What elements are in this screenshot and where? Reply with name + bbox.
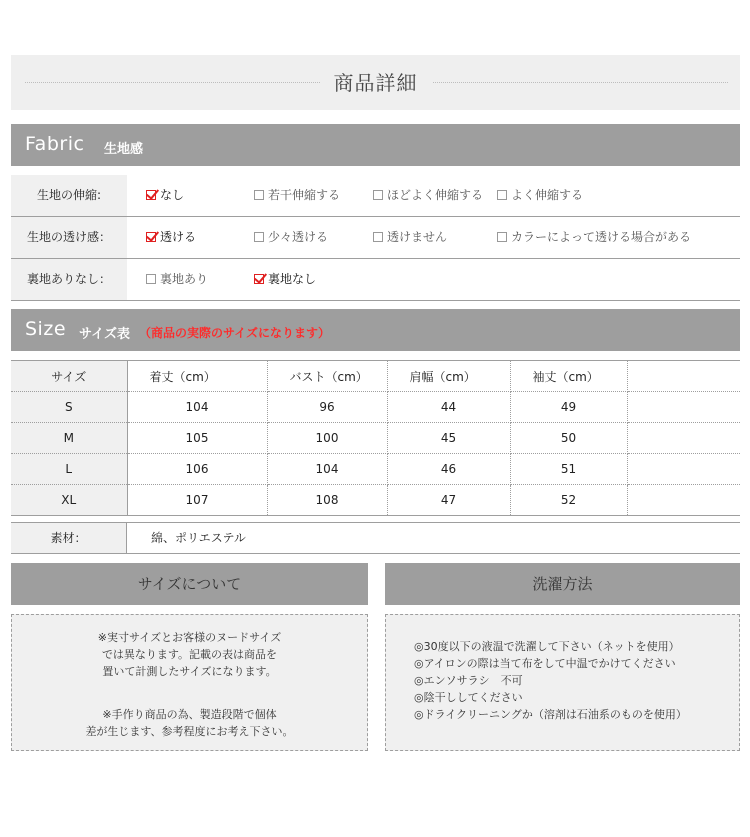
washing-line: ◎アイロンの際は当て布をして中温でかけてください — [414, 657, 676, 670]
table-cell-size: M — [11, 423, 127, 454]
table-row — [11, 454, 740, 485]
table-cell — [627, 423, 740, 454]
washing-line: ◎陰干ししてください — [414, 691, 523, 704]
table-cell: 45 — [387, 423, 510, 454]
table-cell: 50 — [510, 423, 627, 454]
title-band — [11, 55, 740, 110]
option-sheer-no: 透けません — [373, 217, 447, 258]
size-heading-en: Size — [25, 318, 67, 340]
table-cell: 52 — [510, 485, 627, 516]
checked-checkbox-icon — [146, 190, 156, 200]
option-lining-yes: 裏地あり — [146, 259, 208, 300]
table-row — [11, 423, 740, 454]
checkbox-icon — [254, 232, 264, 242]
about-size-line: ※実寸サイズとお客様のヌードサイズ — [97, 631, 282, 644]
checkbox-icon — [373, 232, 383, 242]
table-cell: 105 — [127, 423, 267, 454]
about-size-line: ※手作り商品の為、製造段階で個体 — [102, 708, 277, 721]
option-stretch-slight: 若干伸縮する — [254, 175, 340, 216]
about-size-line: では異なります。記載の表は商品を — [101, 648, 278, 661]
option-stretch-none: なし — [146, 175, 184, 216]
table-header-row — [11, 361, 740, 392]
material-label: 素材： — [11, 523, 127, 553]
table-header-cell: 袖丈（cm） — [510, 361, 627, 392]
table-cell — [627, 392, 740, 423]
size-heading-note: （商品の実際のサイズになります） — [139, 326, 331, 340]
table-header-cell: サイズ — [11, 361, 127, 392]
table-cell-size: XL — [11, 485, 127, 516]
option-sheer-color: カラーによって透ける場合がある — [497, 217, 691, 258]
fabric-heading-en: Fabric — [25, 133, 85, 155]
table-header-cell: バスト（cm） — [267, 361, 387, 392]
table-cell-size: L — [11, 454, 127, 485]
table-row — [11, 392, 740, 423]
washing-body — [385, 614, 740, 751]
table-header-cell: 着丈（cm） — [127, 361, 267, 392]
size-table — [11, 360, 740, 516]
fabric-row-label: 生地の伸縮: — [11, 175, 127, 216]
table-cell: 108 — [267, 485, 387, 516]
page-title: 商品詳細 — [333, 71, 418, 95]
about-size-header: サイズについて — [11, 563, 368, 605]
fabric-row-stretch — [11, 175, 740, 217]
table-cell: 100 — [267, 423, 387, 454]
checked-checkbox-icon — [254, 274, 264, 284]
size-heading-jp: サイズ表 — [79, 327, 130, 342]
table-cell: 49 — [510, 392, 627, 423]
washing-line: ◎30度以下の液温で洗濯して下さい（ネットを使用） — [414, 640, 680, 653]
table-header-cell: 肩幅（cm） — [387, 361, 510, 392]
table-cell — [627, 454, 740, 485]
table-cell: 46 — [387, 454, 510, 485]
table-header-cell — [627, 361, 740, 392]
size-section-header — [11, 309, 740, 351]
option-stretch-high: よく伸縮する — [497, 175, 583, 216]
washing-line: ◎エンソサラシ 不可 — [414, 674, 523, 687]
fabric-heading-jp: 生地感 — [104, 142, 144, 157]
table-cell: 107 — [127, 485, 267, 516]
table-cell: 104 — [267, 454, 387, 485]
table-cell-size: S — [11, 392, 127, 423]
about-size-line: 差が生じます、参考程度にお考え下さい。 — [85, 725, 294, 738]
table-row — [11, 485, 740, 516]
washing-line: ◎ドライクリーニングか（溶剤は石油系のものを使用） — [414, 708, 687, 721]
fabric-row-label: 生地の透け感： — [11, 217, 127, 258]
fabric-row-label: 裏地ありなし： — [11, 259, 127, 300]
option-sheer-yes: 透ける — [146, 217, 196, 258]
title-rule-right — [433, 82, 728, 83]
option-sheer-slight: 少々透ける — [254, 217, 328, 258]
fabric-section-header — [11, 124, 740, 166]
checked-checkbox-icon — [146, 232, 156, 242]
washing-header: 洗濯方法 — [385, 563, 740, 605]
table-cell: 44 — [387, 392, 510, 423]
fabric-row-lining — [11, 259, 740, 301]
table-cell: 106 — [127, 454, 267, 485]
table-cell: 51 — [510, 454, 627, 485]
table-cell: 47 — [387, 485, 510, 516]
material-value: 綿、ポリエステル — [151, 531, 246, 545]
about-size-body — [11, 614, 368, 751]
checkbox-icon — [146, 274, 156, 284]
checkbox-icon — [373, 190, 383, 200]
option-stretch-moderate: ほどよく伸縮する — [373, 175, 483, 216]
checkbox-icon — [497, 232, 507, 242]
about-size-line: 置いて計測したサイズになります。 — [102, 665, 277, 678]
table-cell: 96 — [267, 392, 387, 423]
table-cell — [627, 485, 740, 516]
material-row — [11, 522, 740, 554]
option-lining-no: 裏地なし — [254, 259, 316, 300]
checkbox-icon — [254, 190, 264, 200]
fabric-row-sheer — [11, 217, 740, 259]
table-cell: 104 — [127, 392, 267, 423]
checkbox-icon — [497, 190, 507, 200]
